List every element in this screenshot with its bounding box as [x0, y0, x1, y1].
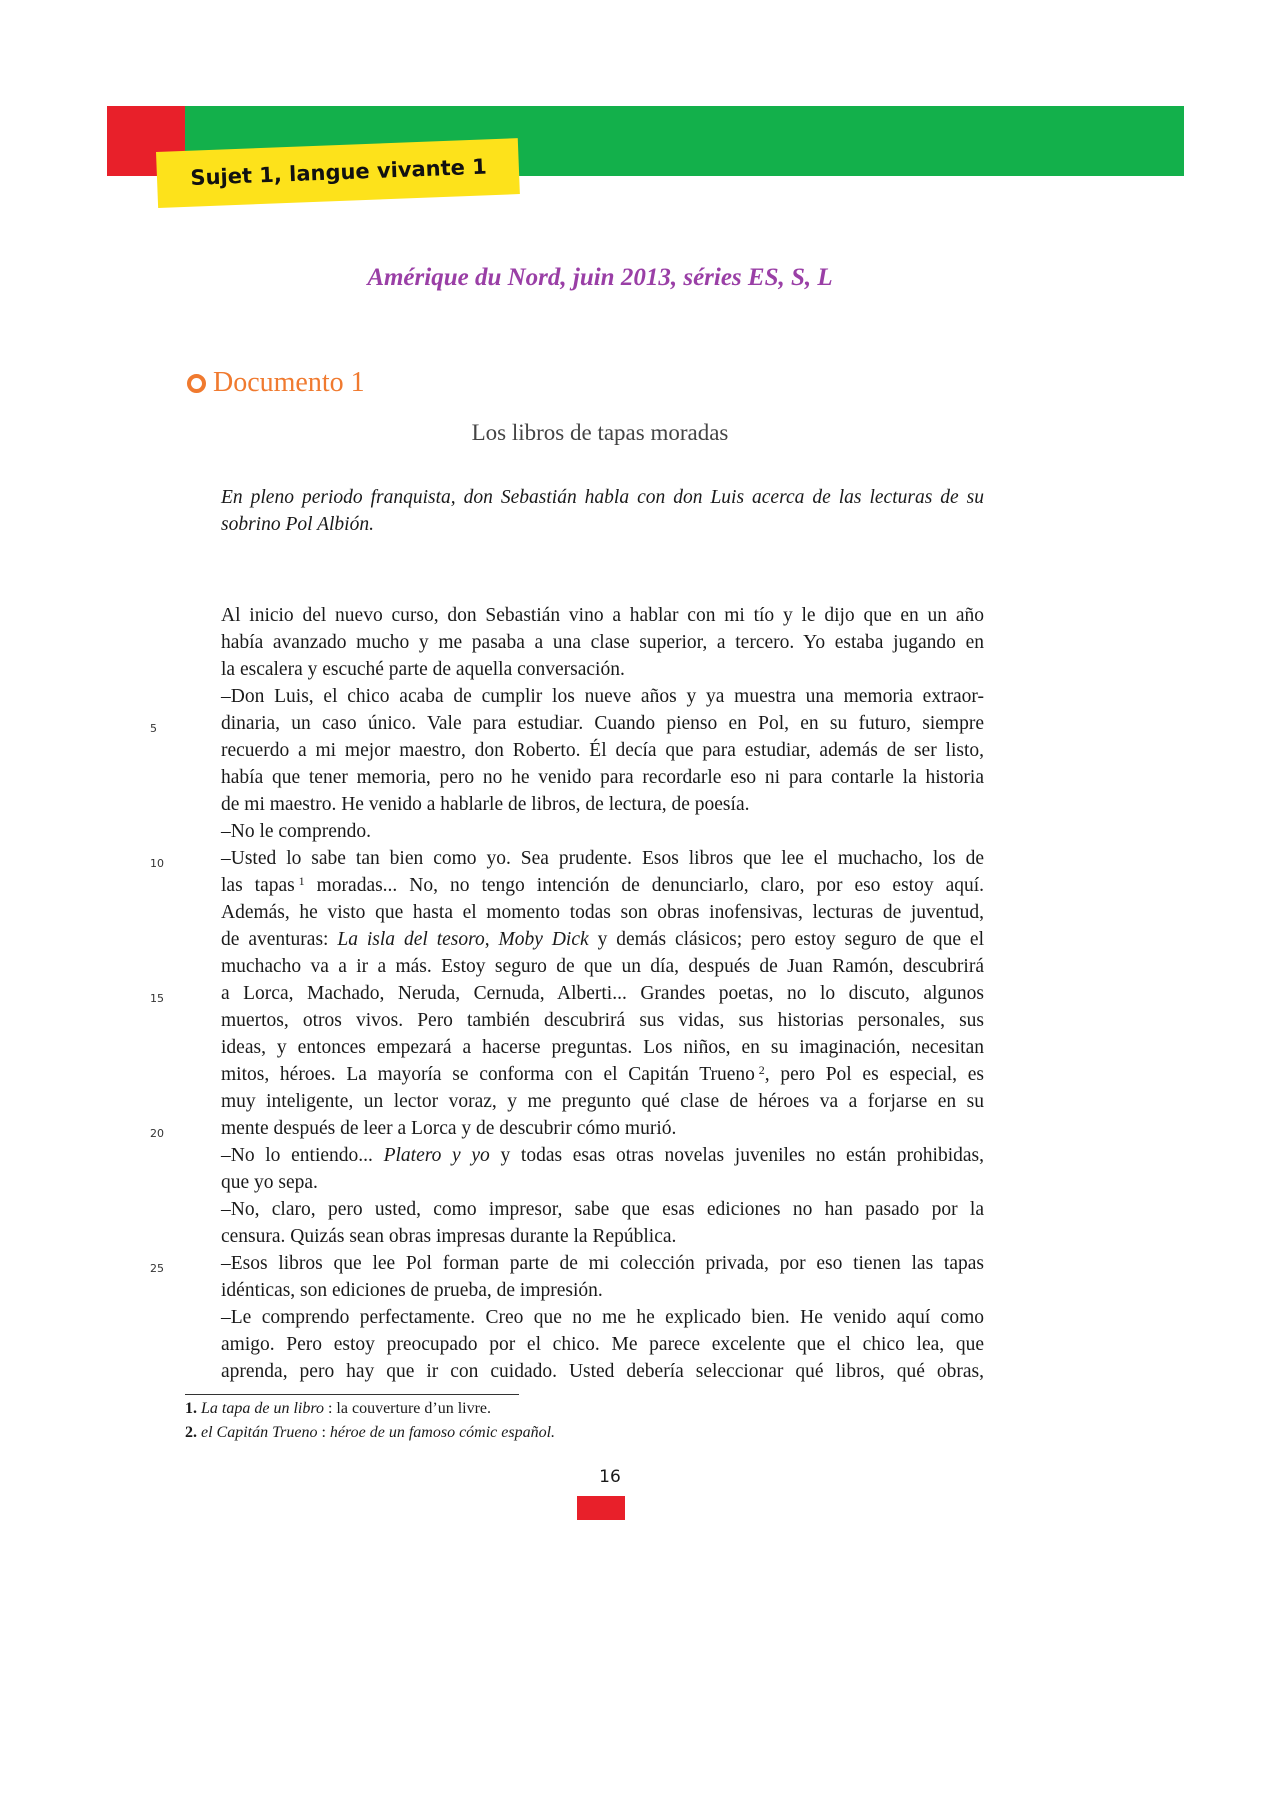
document-heading	[187, 367, 365, 399]
document-title: Los libros de tapas moradas	[471, 420, 729, 445]
text-line	[221, 926, 984, 953]
text-line: recuerdo a mi mejor maestro, don Roberto. Él decía que para estudiar, además de ser listo,	[221, 740, 984, 761]
text-segment: las tapas	[221, 875, 295, 896]
text-segment: y demás clásicos; pero estoy seguro de que el	[597, 929, 985, 950]
text-line: ideas, y entonces empezará a hacerse preguntas. Los niños, en su imaginación, necesitan	[221, 1037, 984, 1058]
text-line: había avanzado mucho y me pasaba a una clase superior, a tercero. Yo estaba jugando en	[221, 632, 984, 653]
text-line: –Usted lo sabe tan bien como yo. Sea prudente. Esos libros que lee el muchacho, los de	[221, 848, 984, 869]
text-line: amigo. Pero estoy preocupado por el chico. Me parece excelente que el chico lea, que	[221, 1334, 984, 1355]
text-line: censura. Quizás sean obras impresas durante la República.	[221, 1226, 677, 1247]
document-body	[221, 602, 984, 1385]
circle-bullet-icon	[187, 374, 206, 393]
document-intro: En pleno periodo franquista, don Sebastián habla con don Luis acerca de las lecturas de su sobrino Pol Albión.	[221, 487, 984, 535]
footnote-term: el Capitán Trueno	[201, 1424, 318, 1441]
page-number: 16	[599, 1467, 621, 1487]
text-line: –Don Luis, el chico acaba de cumplir los nueve años y ya muestra una memoria extraor-	[221, 686, 984, 707]
text-line: –No, claro, pero usted, como impresor, sabe que esas ediciones no han pasado por la	[221, 1199, 984, 1220]
text-line: –Le comprendo perfectamente. Creo que no me he explicado bien. He venido aquí como	[221, 1307, 984, 1328]
text-segment: moradas... No, no tengo intención de denunciarlo, claro, por eso estoy aquí.	[316, 875, 985, 896]
document-heading-label: Documento 1	[213, 367, 365, 398]
text-line: muy inteligente, un lector voraz, y me pregunto qué clase de héroes va a forjarse en su	[221, 1091, 984, 1112]
text-segment: de aventuras:	[221, 929, 329, 950]
text-line: –No le comprendo.	[221, 821, 372, 842]
book-title: Platero y yo	[383, 1145, 490, 1166]
exam-subtitle: Amérique du Nord, juin 2013, séries ES, S, L	[367, 264, 833, 291]
text-segment: mitos, héroes. La mayoría se conforma con el Capitán Trueno	[221, 1064, 755, 1085]
page-marker-block	[577, 1496, 625, 1520]
footnote-separator: :	[323, 1400, 337, 1417]
footnote-term: La tapa de un libro	[201, 1400, 324, 1417]
footnote-1	[185, 1400, 491, 1418]
text-segment: –No lo entiendo...	[221, 1145, 373, 1166]
text-line: había que tener memoria, pero no he venido para recordarle eso ni para contarle la historia	[221, 767, 984, 788]
text-line: muchacho va a ir a más. Estoy seguro de que un día, después de Juan Ramón, descubrirá	[221, 956, 984, 977]
line-number: 25	[150, 1262, 164, 1275]
footnote-ref-2: 2	[758, 1063, 765, 1077]
book-title: La isla del tesoro	[337, 929, 485, 950]
text-line: a Lorca, Machado, Neruda, Cernuda, Alberti... Grandes poetas, no lo discuto, algunos	[221, 983, 984, 1004]
text-line: aprenda, pero hay que ir con cuidado. Usted debería seleccionar qué libros, qué obras,	[221, 1361, 984, 1382]
text-line: que yo sepa.	[221, 1172, 318, 1193]
text-line: muertos, otros vivos. Pero también descubrirá sus vidas, sus historias personales, sus	[221, 1010, 984, 1031]
text-line: idénticas, son ediciones de prueba, de impresión.	[221, 1280, 603, 1301]
footnote-ref-1: 1	[298, 874, 305, 888]
text-line: mente después de leer a Lorca y de descubrir cómo murió.	[221, 1118, 677, 1139]
text-line: Además, he visto que hasta el momento todas son obras inofensivas, lecturas de juventud,	[221, 902, 984, 923]
text-line	[221, 1061, 984, 1088]
text-segment: y todas esas otras novelas juveniles no están prohibidas,	[500, 1145, 985, 1166]
footnote-definition: la couverture d’un livre.	[336, 1400, 492, 1417]
text-line	[221, 872, 984, 899]
footnote-number: 2.	[185, 1424, 197, 1441]
footnote-number: 1.	[185, 1400, 197, 1417]
text-line: –Esos libros que lee Pol forman parte de mi colección privada, por eso tienen las tapas	[221, 1253, 984, 1274]
line-number: 15	[150, 992, 164, 1005]
text-line: dinaria, un caso único. Vale para estudiar. Cuando pienso en Pol, en su futuro, siempre	[221, 713, 984, 734]
subject-tag-label: Sujet 1, langue vivante 1	[190, 154, 488, 190]
line-number: 5	[150, 722, 157, 735]
footnote-separator: :	[317, 1424, 330, 1441]
footnote-definition: héroe de un famoso cómic español.	[329, 1424, 556, 1441]
line-number: 10	[150, 857, 164, 870]
text-line	[221, 1142, 984, 1169]
book-title: Moby Dick	[498, 929, 589, 950]
line-number: 20	[150, 1127, 164, 1140]
text-segment: ,	[484, 929, 490, 950]
footnote-divider	[185, 1394, 519, 1395]
text-line: de mi maestro. He venido a hablarle de libros, de lectura, de poesía.	[221, 794, 750, 815]
text-line: Al inicio del nuevo curso, don Sebastián vino a hablar con mi tío y le dijo que en un año	[221, 605, 984, 626]
text-line: la escalera y escuché parte de aquella conversación.	[221, 659, 625, 680]
text-segment: , pero Pol es especial, es	[764, 1064, 984, 1085]
footnote-2	[185, 1424, 555, 1442]
